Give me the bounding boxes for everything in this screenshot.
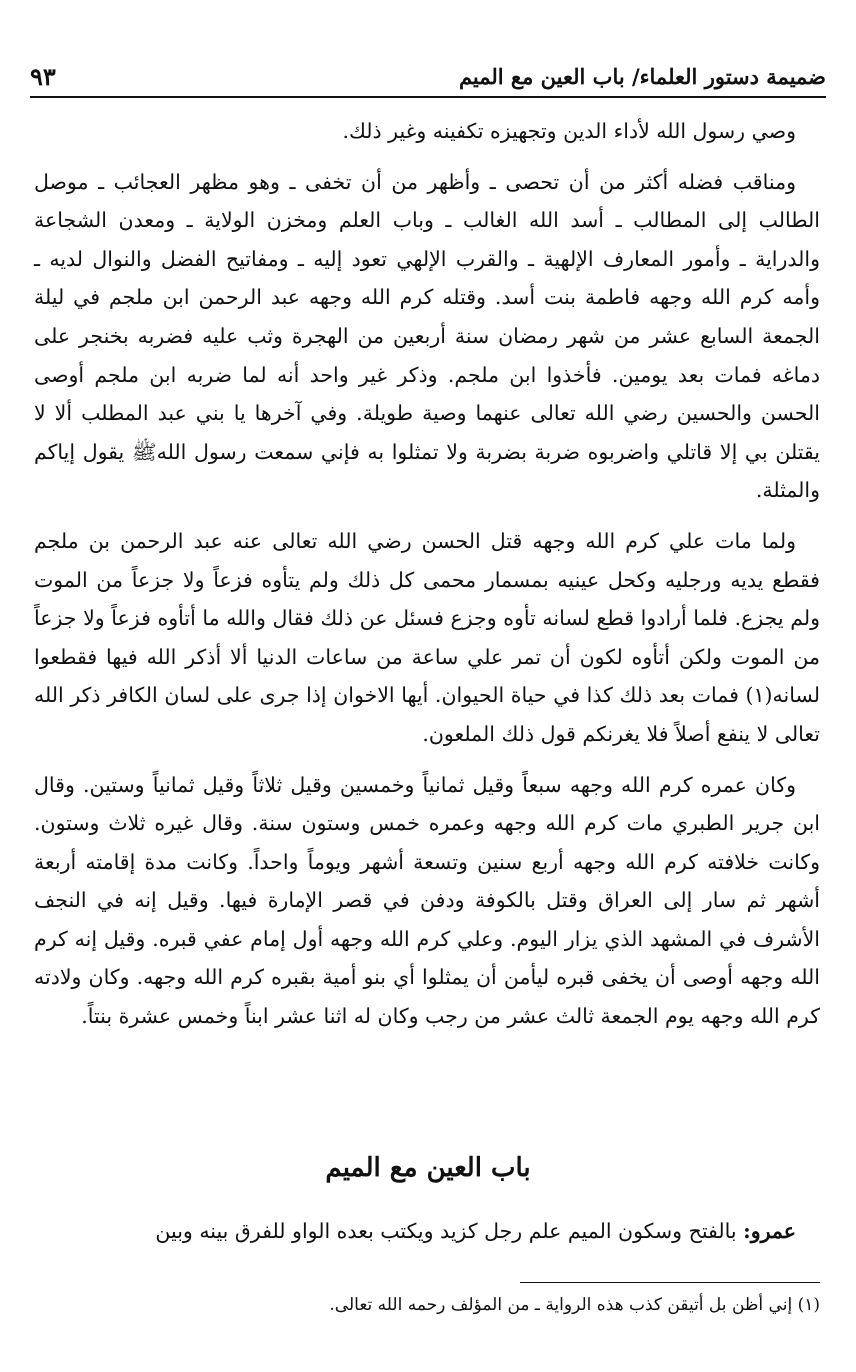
paragraph: ومناقب فضله أكثر من أن تحصى ـ وأظهر من أن تخفى ـ وهو مظهر العجائب ـ موصل الطالب إلى المطالب ـ أسد الله الغالب ـ وباب العلم ومخزن الولاية ـ ومعدن الشجاعة والدراية ـ وأمور المعارف الإلهية ـ والقرب الإلهي تعود إليه ـ ومفاتيح الفضل والنوال لديه ـ وأمه كرم الله وجهه فاطمة بنت أسد. وقتله كرم الله وجهه عبد الرحمن ابن ملجم في ليلة الجمعة السابع عشر من شهر رمضان سنة أربعين من الهجرة وثب عليه فضربه بخنجر على دماغه فمات بعد يومين. فأخذوا ابن ملجم. وذكر غير واحد أنه لما ضربه ابن ملجم أوصى الحسن والحسين رضي الله تعالى عنهما وصية طويلة. وفي آخرها يا بني عبد المطلب ألا لا يقتلن بي إلا قاتلي واضربوه ضربة بضربة ولا تمثلوا به فإني سمعت رسول اللهﷺ يقول إياكم والمثلة. <box>34 169 820 503</box>
paragraph: وصي رسول الله لأداء الدين وتجهيزه تكفينه وغير ذلك. <box>342 119 796 143</box>
footnote-text: إني أظن بل أتيقن كذب هذه الرواية ـ من المؤلف رحمه الله تعالى. <box>329 1295 793 1315</box>
entry-text: بالفتح وسكون الميم علم رجل كزيد ويكتب بعده الواو للفرق بينه وبين <box>155 1219 737 1243</box>
page-header <box>30 52 826 98</box>
running-head: ضميمة دستور العلماء/ باب العين مع الميم <box>458 64 826 89</box>
chapter-title: باب العين مع الميم <box>325 1153 531 1183</box>
paragraph: وكان عمره كرم الله وجهه سبعاً وقيل ثمانياً وخمسين وقيل ثلاثاً وقيل ثمانياً وستين. وقال ابن جرير الطبري مات كرم الله وجهه وعمره خمس وستون سنة. وقال غيره ثلاث وستون. وكانت خلافته كرم الله وجهه أربع سنين وتسعة أشهر ويوماً واحداً. وكانت مدة إقامته أربعة أشهر ثم سار إلى العراق وقتل بالكوفة ودفن في قصر الإمارة فيها. وقيل إنه في النجف الأشرف في المشهد الذي يزار اليوم. وعلي كرم الله وجهه أول إمام عفي قبره. وقيل إنه كرم الله وجهه أوصى أن يخفى قبره ليأمن أن يمثلوا أي بنو أمية بقبره كرم الله وجهه. وكان ولادته كرم الله وجهه يوم الجمعة ثالث عشر من رجب وكان له اثنا عشر ابناً وخمس عشرة بنتاً. <box>34 772 820 1029</box>
footnote <box>34 1290 820 1320</box>
body-text <box>34 112 820 1048</box>
footnote-marker: (١) <box>797 1295 820 1315</box>
paragraph: ولما مات علي كرم الله وجهه قتل الحسن رضي الله تعالى عنه عبد الرحمن بن ملجم فقطع يديه ورجليه وكحل عينيه بمسمار محمى كل ذلك ولم يتأوه فزعاً ولا جزعاً من الموت ولم يجزع. فلما أرادوا قطع لسانه تأوه وجزع فسئل عن ذلك فقال والله ما أتأوه فزعاً ولا جزعاً من الموت ولكن أتأوه لكون أن تمر علي ساعة من ساعات الدنيا ألا أذكر الله فيها فقطعوا لسانه(١) فمات بعد ذلك كذا في حياة الحيوان. أيها الاخوان إذا جرى على لسان الكافر ذكر الله تعالى لا ينفع أصلاً فلا يغرنكم قول ذلك الملعون. <box>34 528 820 746</box>
entry-headword: عمرو: <box>743 1219 796 1243</box>
footnote-divider <box>520 1282 820 1283</box>
page-number: ٩٣ <box>30 62 56 91</box>
dictionary-entry <box>34 1212 820 1250</box>
